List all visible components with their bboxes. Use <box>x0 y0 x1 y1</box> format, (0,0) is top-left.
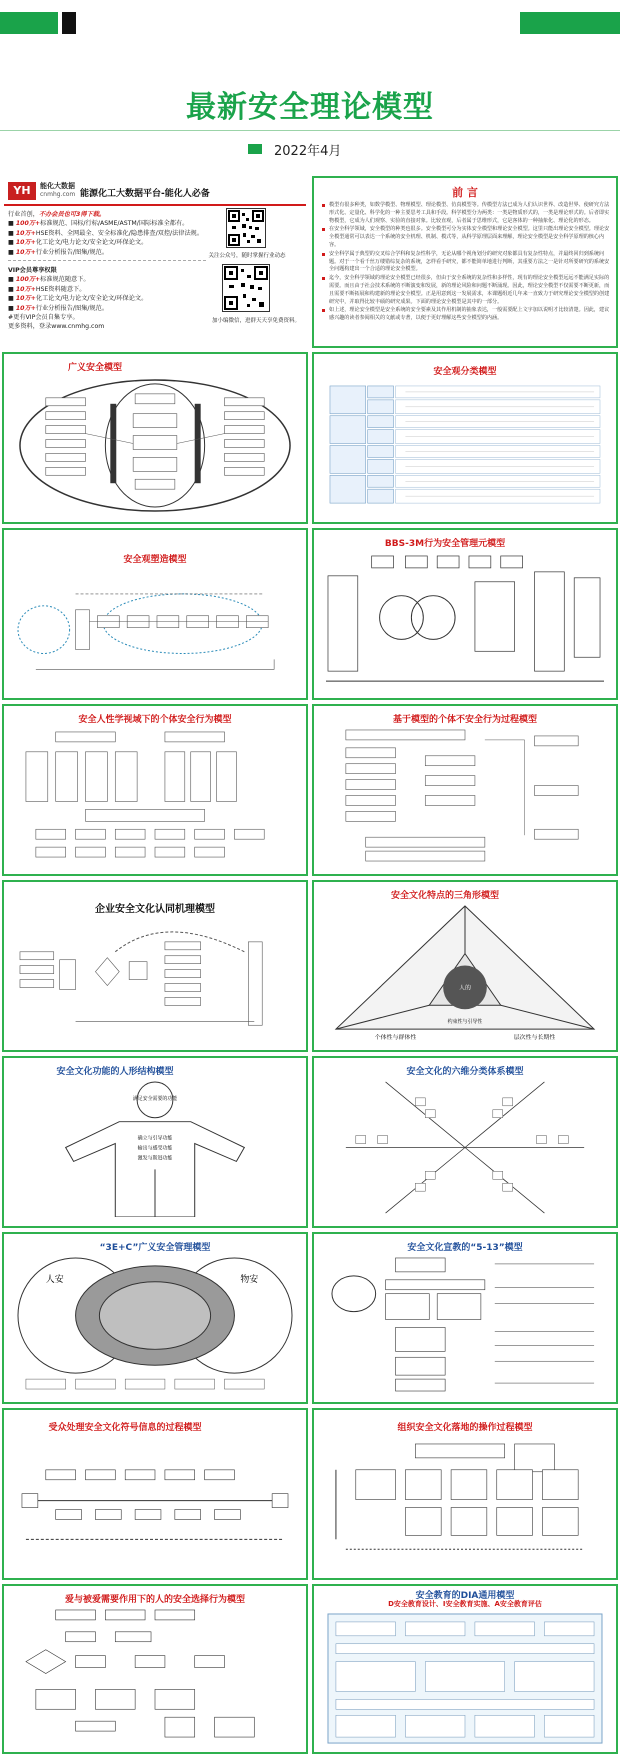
brand-name: 能化大数据 <box>40 182 75 190</box>
model-title: 安全文化功能的人形结构模型 <box>56 1067 174 1077</box>
model-diagram <box>326 726 604 865</box>
model-panel <box>2 704 308 876</box>
model-diagram <box>326 1078 604 1217</box>
model-title: 受众处理安全文化符号信息的过程模型 <box>48 1423 202 1433</box>
model-title: BBS-3M行为安全管理元模型 <box>384 539 506 549</box>
preface-paragraph: 迄今，安全科学领域的理论安全模型已经很多，但由于安全系统的复杂性和多样性，现有的理论安全模型远远不能满足实际的需要。而且由于社会技术系统的不断演变和发展，新的理论风险和问题不断涌现。因此，理论安全模型不仅需要不断更新，而且需要不断拓展和构建新的理论安全模型。正是用意到这一发展需求，本课题组近几年来一直致力于研究理论安全模型的创建研究中，并取得比较丰硕的研究成果。下面的理论安全模型是其中的一部分。 <box>322 275 610 306</box>
model-diagram <box>326 902 604 1041</box>
model-title: 安全文化的六维分类体系模型 <box>406 1067 524 1077</box>
model-title: 安全教育的DIA通用模型 <box>415 1591 515 1601</box>
preface-body <box>322 202 610 324</box>
triangle-label: 层次性与长期性 <box>513 1034 556 1041</box>
dia-subtitle: D安全教育设计、I安全教育实施、A安全教育评估 <box>388 1600 542 1608</box>
vip-item: ■ 10万+化工论文/电力论文/安全论文/环保论文。 <box>8 295 148 303</box>
ad-list <box>8 210 206 332</box>
model-panel <box>312 704 618 876</box>
model-panel <box>2 1584 308 1754</box>
model-panel <box>312 1584 618 1754</box>
model-diagram <box>326 1440 604 1559</box>
vip-title: VIP会员尊享权限 <box>8 267 57 275</box>
triangle-label: 个体性与群体性 <box>374 1034 417 1041</box>
model-diagram <box>16 580 294 679</box>
brand-logo: YH <box>8 182 36 200</box>
model-panel <box>2 1408 308 1580</box>
cover <box>0 0 620 172</box>
model-panel <box>312 528 618 700</box>
date-marker <box>248 144 262 154</box>
model-panel <box>2 1232 308 1404</box>
body-item: 确立与引导功能 <box>137 1135 173 1142</box>
model-title: 广义安全模型 <box>67 363 122 373</box>
model-panel <box>2 352 308 524</box>
body-item: 满足安全需要的功能 <box>132 1095 178 1102</box>
ad-item: ■ 10万+HSE资料、全网最全、安全标准化/隐患排查/双控/法律法规。 <box>8 229 204 237</box>
cover-green-bar <box>0 12 58 34</box>
preface-paragraph: 如上述，理论安全模型是安全系统的安全要素及其作用机制的抽象表达，一般需要配上文字加以说明才比较清楚。因此，建议感兴趣的读者参阅相关的文献或专著，以便于更好理解这些安全模型的内涵。 <box>322 307 610 323</box>
triangle-label: 约束性与引导性 <box>447 1019 483 1026</box>
model-title: 安全人性学视域下的个体安全行为模型 <box>78 715 232 725</box>
model-diagram <box>326 1612 604 1745</box>
ad-header <box>4 178 306 204</box>
ad-item: ■ 10万+化工论文/电力论文/安全论文/环保论文。 <box>8 239 148 247</box>
page-title: 最新安全理论模型 <box>186 90 434 125</box>
date: 2022年4月 <box>274 144 342 159</box>
model-title: 安全文化特点的三角形模型 <box>390 891 499 901</box>
preface-paragraph: 模型有很多种类，如数学模型、物理模型、理论模型、仿真模型等。传模型方法已成为人们认识世界、改造世界、使研究方法形式化、定量化、科学化的一种主要思考工具和手段。科学模型分为两类：一类是物质形式的，一类是理论形式的。后者即实物模型，它成为人们观察、实验的直接对象。比较直观，后者属于思维形式，它是客体的一种抽象化、理论化的形态。 <box>322 202 610 225</box>
qr-code-icon <box>222 264 270 312</box>
mgmt-label: 物安 <box>240 1274 259 1285</box>
model-title: 企业安全文化认同机理模型 <box>95 904 215 915</box>
cover-right-bar <box>520 12 620 34</box>
model-diagram <box>326 1254 604 1393</box>
ad-slogan: 能源化工大数据平台-能化人必备 <box>80 189 210 199</box>
cover-rule <box>0 130 620 131</box>
ad-line1: 行业首创，不办会员也可3得下载。 <box>8 211 106 218</box>
model-title: 安全观塑造模型 <box>123 555 187 565</box>
preface-panel <box>312 176 618 348</box>
qr1-caption: 关注公众号，随时掌握行业动态 <box>208 253 286 259</box>
vip-item: ■ 100万+标准规范随意下。 <box>8 276 90 284</box>
model-diagram <box>16 1450 294 1559</box>
model-diagram <box>16 374 294 513</box>
model-panel <box>312 1056 618 1228</box>
mgmt-label: 人安 <box>45 1274 64 1285</box>
brand-url: cnmhg.com <box>40 191 76 198</box>
ad-item: ■ 100万+标准规范、国标/行标/ASME/ASTM/国际标准全都有。 <box>8 220 189 228</box>
model-title: 安全文化宣教的“5-13”模型 <box>407 1243 523 1253</box>
triangle-center: 人的 <box>459 984 471 992</box>
vip-item: ■ 10万+行业分析报告/图集/规范。 <box>8 304 109 312</box>
vip-item: ■ 10万+HSE资料随意下。 <box>8 285 86 293</box>
model-panel <box>312 1408 618 1580</box>
body-item: 输出与感受功能 <box>137 1145 173 1152</box>
preface-paragraph: 安全科学属于典型的交叉综合学科和复杂性科学，无论从哪个视角划分的研究对象都具有复杂性特点，并最终回归到系统问题。对于一个看千丝万缕错综复杂的系统，怎样看手研究，都不能简单地进行判断，其重要方法之一是针对所要研究的系统安全问题构建出一个合适的理论安全模型。 <box>322 251 610 274</box>
qr-code-icon <box>226 208 266 248</box>
model-title: 安全观分类模型 <box>433 367 497 377</box>
ad-foot1: #更有VIP会员自集专享。 <box>8 314 79 322</box>
model-panel <box>2 1056 308 1228</box>
ad-divider <box>4 204 306 206</box>
preface-paragraph: 在安全科学领域，安全模型的种类也很多。安全模型可分为实体安全模型和理论安全模型。这里只能出理论安全模型。理论安全模型通常可以表达一个系统的安全机理、机制、模式等，从科学原理层面来理解，理论安全模型是安全科学原理的核心内容。 <box>322 226 610 249</box>
body-item: 激发与斯进功能 <box>137 1155 173 1162</box>
model-panel <box>312 880 618 1052</box>
model-diagram <box>16 726 294 865</box>
model-diagram <box>326 380 604 509</box>
preface-title: 前 言 <box>452 186 478 199</box>
model-title: “3E+C”广义安全管理模型 <box>99 1243 211 1253</box>
qr2-caption: 加小编微信，进群天天享免费资料。 <box>211 318 300 324</box>
model-panel <box>2 528 308 700</box>
model-diagram <box>16 1606 294 1745</box>
model-title: 基于模型的个体不安全行为过程模型 <box>392 715 537 725</box>
model-title: 组织安全文化落地的操作过程模型 <box>397 1423 533 1433</box>
model-panel <box>312 1232 618 1404</box>
cover-black-bar <box>62 12 76 34</box>
model-diagram <box>16 922 294 1041</box>
ad-foot2: 更多资料，登录www.cnmhg.com <box>8 323 105 331</box>
model-panel <box>312 352 618 524</box>
model-diagram <box>16 1078 294 1217</box>
ad-item: ■ 10万+行业分析报告/图集/规范。 <box>8 248 109 256</box>
model-diagram <box>326 552 604 691</box>
ad-panel <box>2 176 308 348</box>
model-title: 爱与被爱需要作用下的人的安全选择行为模型 <box>64 1595 245 1605</box>
model-diagram <box>16 1254 294 1393</box>
model-panel <box>2 880 308 1052</box>
